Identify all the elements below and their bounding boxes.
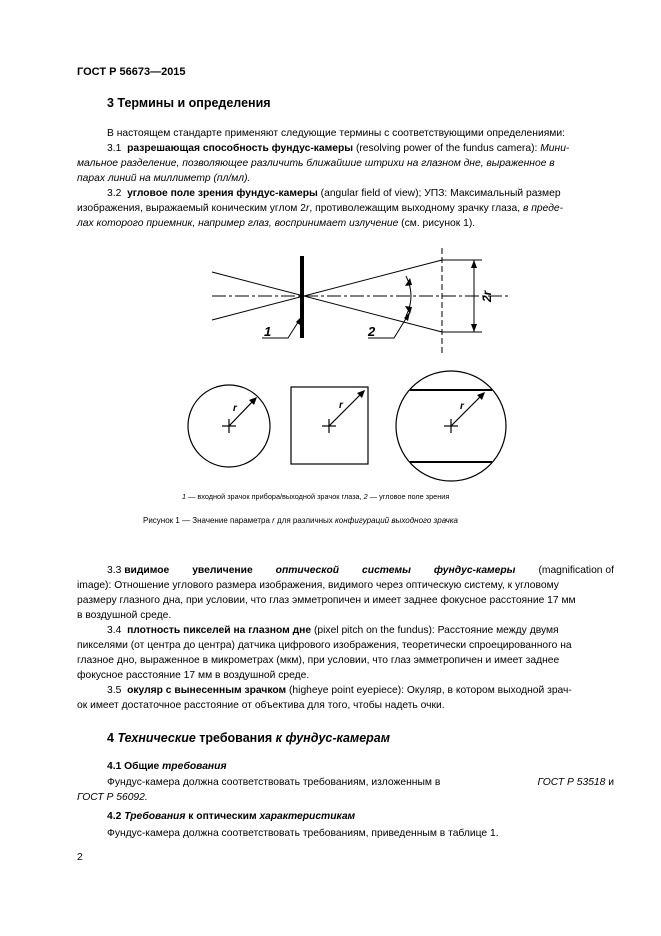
term-3-4-line-1 <box>107 623 614 638</box>
text-fragment: изображения, выражаемый коническим углом 2 <box>77 203 306 214</box>
term-number: 3.4 <box>107 625 122 636</box>
text-fragment: 1 <box>182 492 187 501</box>
label-2r: 2r <box>480 290 494 302</box>
section-3-intro: В настоящем стандарте применяют следующие термины с соответствующими определениями: <box>107 128 565 139</box>
text-fragment: 2 <box>363 492 368 501</box>
term-number: 3.3 <box>107 565 122 576</box>
arrowhead <box>405 278 412 286</box>
term-3-3-line-2: image): Отношение углового размера изображения, видимого через оптическую систему, к угловому <box>77 580 559 591</box>
term-english: (magnification of <box>538 565 614 576</box>
term-3-1-line-3: парах линий на миллиметр (пл/мл). <box>77 173 251 184</box>
term-3-4-line-3: глазное дно, выраженное в микрометрах (мкм), при условии, что глаз эмметропичен и имеет заднее <box>77 655 560 666</box>
term-name: плотность пикселей на глазном дне <box>127 625 312 636</box>
text-fragment: Рисунок 1 — Значение параметра <box>143 516 273 525</box>
term-name: разрешающая способность фундус-камеры <box>127 143 354 154</box>
term-name: увеличение <box>192 565 253 576</box>
text-fragment: требования <box>162 761 227 772</box>
term-english: (pixel pitch on the fundus): Расстояние между двумя <box>311 625 559 636</box>
radius-label: r <box>460 401 464 412</box>
cone-line-upper <box>212 260 442 320</box>
term-3-5-line-2: ок имеет достаточное расстояние от объектива для того, чтобы надеть очки. <box>77 700 445 711</box>
text-fragment: Фундус-камера должна соответствовать требованиям, изложенным в <box>107 777 441 788</box>
arrowhead <box>471 260 477 268</box>
radius-line <box>451 393 484 426</box>
term-3-5-line-1 <box>107 683 614 698</box>
cone-line-lower <box>212 272 442 332</box>
text-fragment: r <box>305 203 310 214</box>
subsection-4-1-line-2: ГОСТ Р 56092. <box>77 792 148 803</box>
text-fragment: и <box>605 777 614 788</box>
term-3-3-line-3: размеру глазного дна, при условии, что глаз эмметропичен и имеет заднее фокусное расстояние 17 мм <box>77 595 576 606</box>
text-fragment: конфигураций выходного зрачка <box>335 516 458 525</box>
section-3-heading: 3 Термины и определения <box>107 96 271 110</box>
text-fragment: r <box>272 516 275 525</box>
arrowhead <box>471 324 477 332</box>
text-fragment: 4.2 <box>107 811 125 822</box>
text-fragment: ГОСТ Р 53518 <box>537 777 606 788</box>
text-fragment: — угловое поле зрения <box>367 492 450 501</box>
subsection-4-2-text: Фундус-камера должна соответствовать требованиям, приведенным в таблице 1. <box>107 828 499 839</box>
label-1: 1 <box>264 324 272 339</box>
subsection-4-1-line-1 <box>107 775 614 790</box>
text-fragment: — входной зрачок прибора/выходной зрачок глаза, <box>186 492 364 501</box>
term-number: 3.5 <box>107 685 122 696</box>
term-name: оптической <box>275 565 340 576</box>
term-definition: Мини- <box>540 143 570 154</box>
term-name: угловое поле зрения фундус-камеры <box>127 188 318 199</box>
radius-label: r <box>339 400 343 411</box>
term-name: фундус-камеры <box>433 565 516 576</box>
figure-title <box>143 516 458 525</box>
term-3-1-line-2: мальное разделение, позволяющее различить ближайшие штрихи на глазном дне, выраженное в <box>77 158 555 169</box>
term-number: 3.1 <box>107 143 122 154</box>
text-fragment: к оптическим <box>185 811 260 822</box>
text-fragment: к фундус-камерам <box>275 731 390 745</box>
text-fragment: лах которого приемник, например глаз, воспринимает излучение <box>77 218 399 229</box>
term-3-3-line-4: в воздушной среде. <box>77 610 172 621</box>
term-3-3-line-1 <box>107 563 614 578</box>
text-fragment: Технические <box>117 731 196 745</box>
radius-line <box>329 391 364 426</box>
text-fragment: требования <box>195 731 276 745</box>
radius-label: r <box>233 403 237 414</box>
text-fragment: , противолежащим выходному зрачку глаза, <box>309 203 523 214</box>
subsection-4-1-heading <box>107 761 227 772</box>
subsection-4-2-heading <box>107 811 355 822</box>
text-fragment: для различных <box>274 516 336 525</box>
text-fragment: (см. рисунок 1). <box>398 218 476 229</box>
label-2: 2 <box>368 324 376 339</box>
section-4-heading <box>107 731 390 745</box>
text-fragment: 4 <box>107 731 118 745</box>
term-name: окуляр с вынесенным зрачком <box>127 685 287 696</box>
figure-legend <box>182 492 449 501</box>
term-name: системы <box>362 565 411 576</box>
term-english: (higheye point eyepiece): Окуляр, в котором выходной зрач- <box>286 685 572 696</box>
term-english: (resolving power of the fundus camera): <box>353 143 541 154</box>
term-number: 3.2 <box>107 188 122 199</box>
page-number: 2 <box>77 852 83 863</box>
text-fragment: Требования <box>124 811 186 822</box>
document-header: ГОСТ Р 56673—2015 <box>77 66 186 78</box>
term-name: видимое <box>124 565 170 576</box>
text-fragment: 4.1 Общие <box>107 761 163 772</box>
term-3-4-line-4: фокусное расстояние 17 мм в воздушной среде. <box>77 670 310 681</box>
arrowhead <box>405 306 412 314</box>
term-3-4-line-2: пикселями (от центра до центра) датчика цифрового изображения, теоретически спроецированного на <box>77 640 572 651</box>
text-fragment: характеристикам <box>259 811 356 822</box>
term-english: (angular field of view); УПЗ: Максимальный размер <box>317 188 561 199</box>
text-fragment: в преде- <box>522 203 564 214</box>
